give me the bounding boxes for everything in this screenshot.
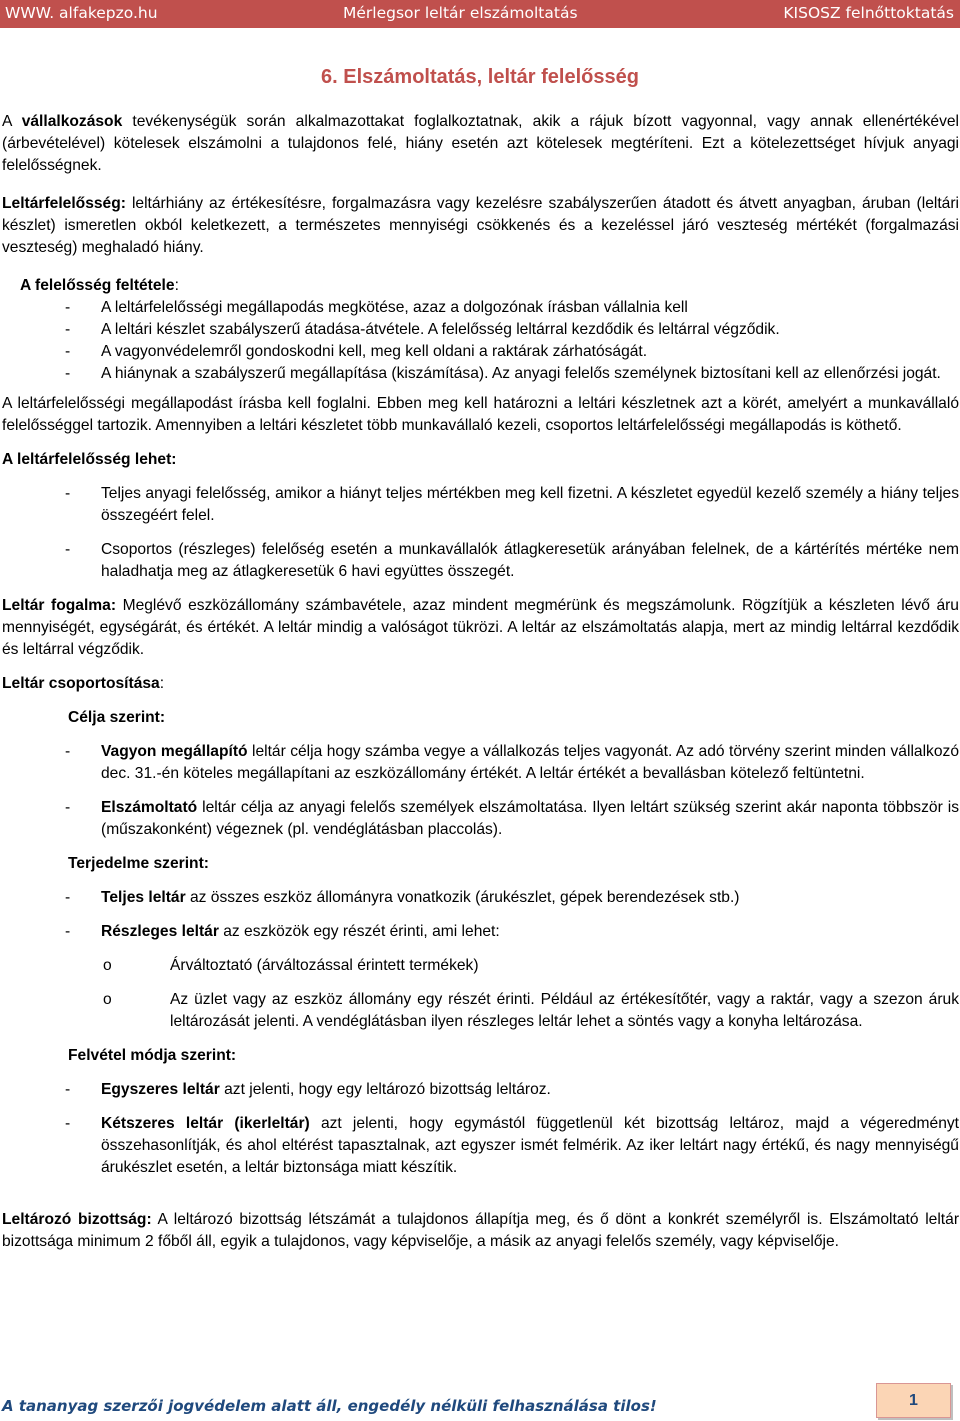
fogalma-paragraph: Leltár fogalma: Meglévő eszközállomány számbavétele, azaz mindent megmérünk és megszámolunk. Rögzítjük a készleten lévő áru mennyiségét, egységárát, és értékét. A leltár mindig a valóságot tükrözi. A leltár az elszámoltatás alapja, mert az mindig leltárral kezdődik és leltárral végződik. (2, 597, 959, 658)
bizottsag-paragraph: Leltározó bizottság: A leltározó bizottság létszámát a tulajdonos állapítja meg, és ő dönt a konkrét személyről is. Elszámoltató leltár bizottsága minimum 2 főből áll, egyik a tulajdonos, vagy képviselője, a másik az anyagi felelős személy, vagy képviselője. (2, 1211, 960, 1250)
list-item: - Csoportos (részleges) felelőség esetén a munkavállalók átlagkeresetük arányában felelnek, de a kártérítés mértéke nem haladhatja meg az átlagkeresetük 6 havi együttes összegét. (2, 539, 959, 583)
list-item: - Vagyon megállapító leltár célja hogy számba vegye a vállalkozás teljes vagyonát. Az adó törvény szerint minden vállalkozó dec. 31.-én köteles megállapítani az eszközállomány értékét. A leltár értékét a bevallásban kötelező feltüntetni. (2, 741, 959, 785)
celja-heading: Célja szerint: (68, 709, 166, 726)
felvetel-list (2, 1079, 959, 1179)
terjedelme-list (2, 887, 959, 943)
sublist-item: o Az üzlet vagy az eszköz állomány egy részét érinti. Például az értékesítőtér, vagy a raktár, vagy a szezon áruk leltározását jelenti. A vendéglátásban ilyen részleges leltár lehet a söntés vagy a konyha leltározása. (2, 989, 959, 1033)
list-item: - Részleges leltár az eszközök egy részét érinti, ami lehet: (2, 921, 959, 943)
header-organization: KISOSZ felnőttoktatás (783, 4, 954, 22)
feltetel-heading: A felelősség feltétele: (20, 277, 179, 294)
copyright-notice: A tananyag szerzői jogvédelem alatt áll, engedély nélküli felhasználása tilos! (2, 1397, 657, 1415)
list-item: - A leltári készlet szabályszerű átadása-átvétele. A felelősség leltárral kezdődik és leltárral végződik. (2, 319, 959, 341)
csoportositasa-heading: Leltár csoportosítása: (2, 675, 165, 692)
list-item: - Teljes anyagi felelősség, amikor a hiányt teljes mértékben meg kell fizetni. A készletet egyedül kezelő személy a hiány teljes összegéért felel. (2, 483, 959, 527)
leltarfelelosseg-label: Leltárfelelősség: (2, 195, 126, 212)
megallapodas-paragraph: A leltárfelelősségi megállapodást írásba kell foglalni. Ebben meg kell határozni a leltári készletnek azt a körét, amelyért a munkavállaló felelősséggel tartozik. Amennyiben a leltári készletet több munkavállaló kezeli, csoportos leltárfelelősségi megállapodás is köthető. (2, 395, 959, 434)
celja-list (2, 741, 959, 841)
lehet-list (2, 483, 959, 583)
sublist-item: o Árváltoztató (árváltozással érintett termékek) (2, 955, 959, 977)
list-item: - Kétszeres leltár (ikerleltár) azt jelenti, hogy egymástól függetlenül két bizottság leltároz, majd a végeredményt összehasonlítják, és ahol eltérést tapasztalnak, azt egyszer ismét felmérik. Az iker leltárt nagy értékű, és nagy mennyiségű árukészlet esetén, a leltár biztonsága miatt készítik. (2, 1113, 959, 1179)
reszleges-sublist (2, 955, 959, 1033)
list-item: - A vagyonvédelemről gondoskodni kell, meg kell oldani a raktárak zárhatóságát. (2, 341, 959, 363)
list-item: - A leltárfelelősségi megállapodás megkötése, azaz a dolgozónak írásban vállalnia kell (2, 297, 959, 319)
lehet-heading: A leltárfelelősség lehet: (2, 451, 177, 468)
list-item: - Elszámoltató leltár célja az anyagi felelős személyek elszámoltatása. Ilyen leltárt szükség szerint akár naponta többször is (műszakonként) végeznek (pl. vendéglátásban placcolás). (2, 797, 959, 841)
header-website: WWW. alfakepzo.hu (5, 4, 158, 22)
felvetel-heading: Felvétel módja szerint: (68, 1047, 237, 1064)
page-title: 6. Elszámoltatás, leltár felelősség (321, 66, 639, 88)
header-topic: Mérlegsor leltár elszámoltatás (343, 4, 578, 22)
feltetel-list (2, 297, 959, 385)
document-body (2, 111, 959, 1253)
intro-paragraph: A vállalkozások tevékenységük során alkalmazottakat foglalkoztatnak, akik a rájuk bízott vagyonnal, vagy annak ellenértékével (árbevételével) kötelesek elszámolni a tulajdonos felé, hiány esetén azt kötelesek megtéríteni. Ezt a kötelezettséget hívjuk anyagi felelősségnek. (2, 113, 960, 174)
page-number: 1 (876, 1383, 951, 1418)
list-item: - A hiánynak a szabályszerű megállapítása (kiszámítása). Az anyagi felelős személynek biztosítani kell az ellenőrzési jogát. (2, 363, 959, 385)
list-item: - Teljes leltár az összes eszköz állományra vonatkozik (árukészlet, gépek berendezések stb.) (2, 887, 959, 909)
terjedelme-heading: Terjedelme szerint: (68, 855, 209, 872)
list-item: - Egyszeres leltár azt jelenti, hogy egy leltározó bizottság leltároz. (2, 1079, 959, 1101)
leltarfelelosseg-paragraph: Leltárfelelősség: leltárhiány az értékesítésre, forgalmazásra vagy kezelésre szabályszerűen átadott és átvett anyagban, áruban (leltári készlet) ismeretlen okból keletkezett, a természetes mennyiségi csökkenés és a kezeléssel járó veszteség mértékét (forgalmazási veszteség) meghaladó hiány. (2, 195, 959, 256)
page-header (0, 0, 960, 28)
intro-bold-term: vállalkozások (21, 113, 123, 130)
